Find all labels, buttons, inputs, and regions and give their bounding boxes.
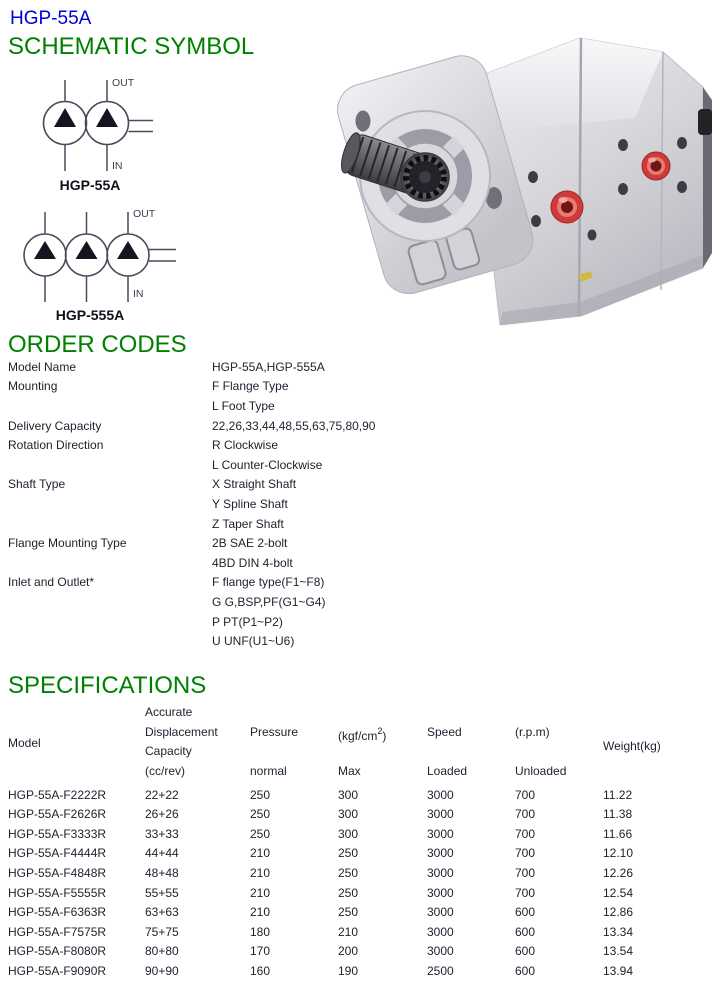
cell-model: HGP-55A-F5555R	[8, 885, 107, 900]
cell-pressure-max: 210	[338, 924, 359, 939]
out-port-label: OUT	[133, 208, 156, 220]
order-code-label: Mounting	[8, 379, 58, 394]
cell-model: HGP-55A-F6363R	[8, 905, 107, 920]
page-title: HGP-55A	[10, 8, 92, 29]
order-code-label: Inlet and Outlet*	[8, 575, 95, 590]
flow-triangle-icon	[117, 241, 139, 259]
spec-row	[8, 941, 705, 961]
cell-weight: 13.94	[603, 963, 634, 978]
order-code-value: P PT(P1~P2)	[212, 614, 283, 629]
cell-weight: 12.10	[603, 846, 634, 861]
cell-speed-loaded: 3000	[427, 807, 454, 822]
order-code-label: Rotation Direction	[8, 438, 104, 453]
order-code-label: Model Name	[8, 359, 77, 374]
rear-shaft-stub	[698, 109, 712, 135]
order-code-row	[8, 612, 698, 632]
cell-speed-unloaded: 700	[515, 846, 536, 861]
order-code-row	[8, 631, 698, 651]
order-code-value: L Foot Type	[212, 398, 275, 413]
spec-table-body	[8, 785, 705, 980]
spec-row	[8, 961, 705, 981]
out-port-label: OUT	[112, 77, 135, 89]
order-code-row	[8, 475, 698, 495]
order-codes-table	[8, 357, 698, 651]
in-port-label: IN	[133, 288, 144, 300]
cell-speed-unloaded: 700	[515, 787, 536, 802]
order-code-row	[8, 514, 698, 534]
cell-model: HGP-55A-F4444R	[8, 846, 107, 861]
cell-speed-unloaded: 700	[515, 807, 536, 822]
col-header-pressure-unit: $(kgf/cm^2)$ Max	[338, 725, 387, 778]
cell-capacity: 80+80	[145, 944, 179, 959]
order-code-value: F Flange Type	[212, 379, 289, 394]
cell-speed-unloaded: 600	[515, 924, 536, 939]
order-code-row	[8, 592, 698, 612]
order-code-row	[8, 396, 698, 416]
cell-pressure-normal: 210	[250, 846, 271, 861]
order-code-value: Z Taper Shaft	[212, 516, 284, 531]
cell-pressure-normal: 170	[250, 944, 271, 959]
cell-capacity: 55+55	[145, 885, 179, 900]
flow-triangle-icon	[96, 108, 118, 127]
cell-capacity: 90+90	[145, 963, 179, 978]
cell-speed-loaded: 3000	[427, 826, 454, 841]
cell-pressure-normal: 250	[250, 787, 271, 802]
spec-row	[8, 902, 705, 922]
order-code-value: G G,BSP,PF(G1~G4)	[212, 594, 326, 609]
cell-pressure-normal: 210	[250, 865, 271, 880]
cell-pressure-normal: 210	[250, 885, 271, 900]
flow-triangle-icon	[54, 108, 76, 127]
order-code-row	[8, 573, 698, 593]
outlet-port-icon	[551, 191, 583, 223]
order-code-value: 2B SAE 2-bolt	[212, 536, 288, 551]
cell-capacity: 63+63	[145, 905, 179, 920]
cell-speed-loaded: 3000	[427, 924, 454, 939]
cell-speed-unloaded: 600	[515, 905, 536, 920]
cell-model: HGP-55A-F8080R	[8, 944, 107, 959]
order-code-value: F flange type(F1~F8)	[212, 575, 325, 590]
cell-model: HGP-55A-F2222R	[8, 787, 107, 802]
cell-pressure-normal: 250	[250, 807, 271, 822]
in-port-label: IN	[112, 160, 123, 172]
schematic-symbol-heading: SCHEMATIC SYMBOL	[8, 33, 255, 60]
order-code-value: HGP-55A,HGP-555A	[212, 359, 325, 374]
order-code-row	[8, 494, 698, 514]
cell-pressure-max: 250	[338, 885, 359, 900]
cell-pressure-normal: 180	[250, 924, 271, 939]
order-code-row	[8, 533, 698, 553]
order-code-value: L Counter-Clockwise	[212, 457, 323, 472]
spec-row	[8, 805, 705, 825]
cell-pressure-max: 250	[338, 865, 359, 880]
order-code-row	[8, 455, 698, 475]
order-code-value: R Clockwise	[212, 438, 279, 453]
cell-capacity: 48+48	[145, 865, 179, 880]
flange-hole	[356, 111, 371, 132]
flow-triangle-icon	[34, 241, 56, 259]
inlet-port-icon	[642, 152, 670, 180]
spec-row	[8, 785, 705, 805]
cell-model: HGP-55A-F9090R	[8, 963, 107, 978]
cell-capacity: 22+22	[145, 787, 179, 802]
cell-capacity: 44+44	[145, 846, 179, 861]
cell-speed-loaded: 3000	[427, 885, 454, 900]
cell-speed-loaded: 3000	[427, 846, 454, 861]
cell-pressure-max: 250	[338, 846, 359, 861]
schematic-hgp55a-diagram	[0, 70, 180, 195]
cell-speed-unloaded: 700	[515, 865, 536, 880]
cell-weight: 11.66	[603, 826, 633, 841]
cell-capacity: 75+75	[145, 924, 179, 939]
order-code-row	[8, 553, 698, 573]
product-photo	[330, 25, 713, 330]
cell-speed-loaded: 2500	[427, 963, 454, 978]
schematic-model-label: HGP-55A	[59, 177, 121, 193]
spec-row	[8, 824, 705, 844]
order-code-row	[8, 377, 698, 397]
cell-speed-unloaded: 700	[515, 885, 536, 900]
cell-weight: 12.86	[603, 905, 634, 920]
cell-pressure-max: 190	[338, 963, 359, 978]
flow-triangle-icon	[76, 241, 98, 259]
order-code-value: 4BD DIN 4-bolt	[212, 555, 293, 570]
cell-capacity: 33+33	[145, 826, 179, 841]
cell-pressure-max: 300	[338, 826, 359, 841]
order-code-value: X Straight Shaft	[212, 477, 297, 492]
cell-weight: 11.38	[603, 807, 633, 822]
col-header-pressure: Pressure normal	[250, 724, 299, 778]
cell-pressure-normal: 160	[250, 963, 271, 978]
cell-pressure-max: 250	[338, 905, 359, 920]
cell-model: HGP-55A-F2626R	[8, 807, 107, 822]
order-codes-heading: ORDER CODES	[8, 331, 187, 358]
spec-row	[8, 863, 705, 883]
col-header-weight: Weight(kg)	[603, 739, 661, 753]
cell-weight: 12.26	[603, 865, 634, 880]
cell-pressure-max: 300	[338, 807, 359, 822]
cell-speed-unloaded: 700	[515, 826, 536, 841]
pump-body-chamfer	[472, 38, 663, 131]
cell-pressure-normal: 250	[250, 826, 271, 841]
cell-speed-unloaded: 600	[515, 963, 536, 978]
order-code-label: Delivery Capacity	[8, 418, 102, 433]
cell-speed-loaded: 3000	[427, 944, 454, 959]
cell-weight: 13.54	[603, 944, 634, 959]
cell-speed-loaded: 3000	[427, 787, 454, 802]
cell-model: HGP-55A-F7575R	[8, 924, 107, 939]
order-code-row	[8, 435, 698, 455]
col-header-speed: Speed Loaded	[427, 724, 468, 778]
cell-weight: 13.34	[603, 924, 634, 939]
cell-capacity: 26+26	[145, 807, 179, 822]
col-header-capacity: Accurate Displacement Capacity (cc/rev)	[145, 705, 218, 778]
cell-speed-unloaded: 600	[515, 944, 536, 959]
cell-speed-loaded: 3000	[427, 905, 454, 920]
order-code-value: 22,26,33,44,48,55,63,75,80,90	[212, 418, 376, 433]
order-code-label: Flange Mounting Type	[8, 536, 127, 551]
col-header-rpm: (r.p.m) Unloaded	[515, 724, 567, 778]
order-code-label: Shaft Type	[8, 477, 66, 492]
schematic-hgp555a-diagram	[0, 195, 200, 330]
spec-row	[8, 844, 705, 864]
col-header-model: Model	[8, 736, 41, 750]
cell-model: HGP-55A-F3333R	[8, 826, 107, 841]
cell-pressure-normal: 210	[250, 905, 271, 920]
cell-weight: 12.54	[603, 885, 634, 900]
cell-model: HGP-55A-F4848R	[8, 865, 107, 880]
order-code-value: Y Spline Shaft	[212, 496, 288, 511]
cell-pressure-max: 200	[338, 944, 359, 959]
spec-table-header	[8, 703, 705, 781]
order-code-value: U UNF(U1~U6)	[212, 634, 295, 649]
order-code-row	[8, 357, 698, 377]
specifications-heading: SPECIFICATIONS	[8, 672, 207, 699]
schematic-model-label: HGP-555A	[55, 307, 125, 323]
order-code-row	[8, 416, 698, 436]
spec-row	[8, 883, 705, 903]
cell-pressure-max: 300	[338, 787, 359, 802]
cell-speed-loaded: 3000	[427, 865, 454, 880]
cell-weight: 11.22	[603, 787, 633, 802]
spec-row	[8, 922, 705, 942]
